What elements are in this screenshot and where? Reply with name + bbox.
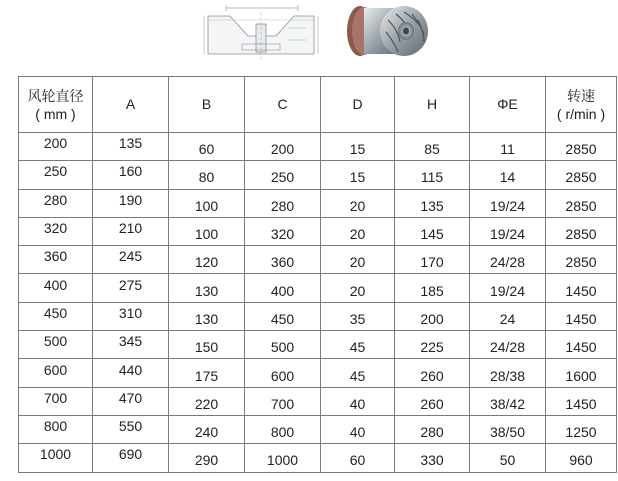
table-cell: 450 xyxy=(245,302,321,330)
table-cell: 45 xyxy=(321,331,395,359)
header-speed-unit: ( r/min ) xyxy=(556,105,606,122)
table-cell: 290 xyxy=(169,444,245,472)
table-cell: 1000 xyxy=(245,444,321,472)
table-cell: 115 xyxy=(395,161,470,189)
header-a xyxy=(93,77,169,133)
table-cell: 130 xyxy=(169,302,245,330)
table-cell: 35 xyxy=(321,302,395,330)
table-cell: 200 xyxy=(19,133,93,161)
table-cell: 500 xyxy=(19,331,93,359)
header-d-label: D xyxy=(352,96,363,112)
table-cell: 260 xyxy=(395,387,470,415)
table-cell: 85 xyxy=(395,133,470,161)
header-phi-e xyxy=(470,77,546,133)
table-cell: 450 xyxy=(19,302,93,330)
table-cell: 15 xyxy=(321,133,395,161)
table-cell: 24/28 xyxy=(470,331,546,359)
header-d xyxy=(321,77,395,133)
impeller-dimension-drawing xyxy=(202,2,320,62)
table-cell: 200 xyxy=(395,302,470,330)
table-cell: 210 xyxy=(93,217,169,245)
table-cell: 130 xyxy=(169,274,245,302)
table-cell: 100 xyxy=(169,217,245,245)
table-row xyxy=(19,189,617,217)
table-cell: 2850 xyxy=(546,133,617,161)
table-cell: 40 xyxy=(321,387,395,415)
table-cell: 220 xyxy=(169,387,245,415)
table-cell: 2850 xyxy=(546,189,617,217)
table-cell: 2850 xyxy=(546,161,617,189)
table-cell: 1000 xyxy=(19,444,93,472)
table-cell: 250 xyxy=(245,161,321,189)
table-cell: 60 xyxy=(321,444,395,472)
table-cell: 20 xyxy=(321,217,395,245)
table-cell: 160 xyxy=(93,161,169,189)
table-row xyxy=(19,331,617,359)
table-row xyxy=(19,302,617,330)
table-cell: 400 xyxy=(245,274,321,302)
table-cell: 440 xyxy=(93,359,169,387)
header-speed-label: 转速 xyxy=(567,87,595,104)
table-cell: 1450 xyxy=(546,331,617,359)
table-cell: 360 xyxy=(245,246,321,274)
header-row xyxy=(19,77,617,133)
table-cell: 120 xyxy=(169,246,245,274)
table-cell: 200 xyxy=(245,133,321,161)
table-cell: 14 xyxy=(470,161,546,189)
table-cell: 28/38 xyxy=(470,359,546,387)
table-cell: 170 xyxy=(395,246,470,274)
table-row xyxy=(19,274,617,302)
table-cell: 600 xyxy=(19,359,93,387)
table-cell: 310 xyxy=(93,302,169,330)
table-cell: 1450 xyxy=(546,387,617,415)
table-row xyxy=(19,444,617,472)
table-body xyxy=(19,133,617,473)
impeller-spec-table xyxy=(18,76,617,473)
table-cell: 280 xyxy=(19,189,93,217)
table-cell: 185 xyxy=(395,274,470,302)
table-cell: 60 xyxy=(169,133,245,161)
table-cell: 320 xyxy=(19,217,93,245)
table-cell: 135 xyxy=(395,189,470,217)
table-cell: 280 xyxy=(245,189,321,217)
header-c-label: C xyxy=(277,96,288,112)
table-cell: 1250 xyxy=(546,415,617,443)
table-cell: 1600 xyxy=(546,359,617,387)
table-cell: 470 xyxy=(93,387,169,415)
table-cell: 50 xyxy=(470,444,546,472)
table-cell: 330 xyxy=(395,444,470,472)
table-cell: 24 xyxy=(470,302,546,330)
header-diameter-label: 风轮直径 xyxy=(27,87,84,104)
header-b-label: B xyxy=(201,96,212,112)
table-cell: 145 xyxy=(395,217,470,245)
table-cell: 240 xyxy=(169,415,245,443)
table-cell: 80 xyxy=(169,161,245,189)
table-cell: 190 xyxy=(93,189,169,217)
table-row xyxy=(19,133,617,161)
table-cell: 150 xyxy=(169,331,245,359)
figures-area xyxy=(0,0,618,72)
table-cell: 2850 xyxy=(546,217,617,245)
table-cell: 11 xyxy=(470,133,546,161)
table-row xyxy=(19,387,617,415)
table-cell: 24/28 xyxy=(470,246,546,274)
table-cell: 800 xyxy=(245,415,321,443)
table-cell: 40 xyxy=(321,415,395,443)
table-cell: 1450 xyxy=(546,274,617,302)
table-cell: 19/24 xyxy=(470,189,546,217)
table-cell: 38/50 xyxy=(470,415,546,443)
header-diameter-unit: ( mm ) xyxy=(35,105,76,122)
table-cell: 690 xyxy=(93,444,169,472)
impeller-photo xyxy=(340,2,432,60)
table-cell: 15 xyxy=(321,161,395,189)
table-cell: 19/24 xyxy=(470,274,546,302)
header-b xyxy=(169,77,245,133)
table-row xyxy=(19,415,617,443)
table-cell: 700 xyxy=(245,387,321,415)
table-cell: 245 xyxy=(93,246,169,274)
table-cell: 700 xyxy=(19,387,93,415)
table-cell: 550 xyxy=(93,415,169,443)
table-cell: 45 xyxy=(321,359,395,387)
table-cell: 100 xyxy=(169,189,245,217)
table-cell: 225 xyxy=(395,331,470,359)
table-cell: 19/24 xyxy=(470,217,546,245)
table-row xyxy=(19,246,617,274)
table-cell: 250 xyxy=(19,161,93,189)
table-cell: 260 xyxy=(395,359,470,387)
table-cell: 500 xyxy=(245,331,321,359)
table-cell: 800 xyxy=(19,415,93,443)
table-cell: 400 xyxy=(19,274,93,302)
table-row xyxy=(19,359,617,387)
table-cell: 360 xyxy=(19,246,93,274)
table-cell: 280 xyxy=(395,415,470,443)
table-row xyxy=(19,217,617,245)
header-c xyxy=(245,77,321,133)
table-cell: 38/42 xyxy=(470,387,546,415)
header-diameter xyxy=(19,77,93,133)
header-phi-e-label: ΦE xyxy=(497,96,518,112)
table-cell: 20 xyxy=(321,274,395,302)
table-cell: 175 xyxy=(169,359,245,387)
table-cell: 320 xyxy=(245,217,321,245)
header-h xyxy=(395,77,470,133)
table-cell: 135 xyxy=(93,133,169,161)
header-a-label: A xyxy=(125,96,136,112)
table-cell: 960 xyxy=(546,444,617,472)
table-cell: 600 xyxy=(245,359,321,387)
table-cell: 275 xyxy=(93,274,169,302)
table-cell: 1450 xyxy=(546,302,617,330)
table-cell: 20 xyxy=(321,189,395,217)
table-row xyxy=(19,161,617,189)
table-cell: 345 xyxy=(93,331,169,359)
header-h-label: H xyxy=(426,96,438,112)
header-speed xyxy=(546,77,617,133)
table-cell: 20 xyxy=(321,246,395,274)
table-cell: 2850 xyxy=(546,246,617,274)
